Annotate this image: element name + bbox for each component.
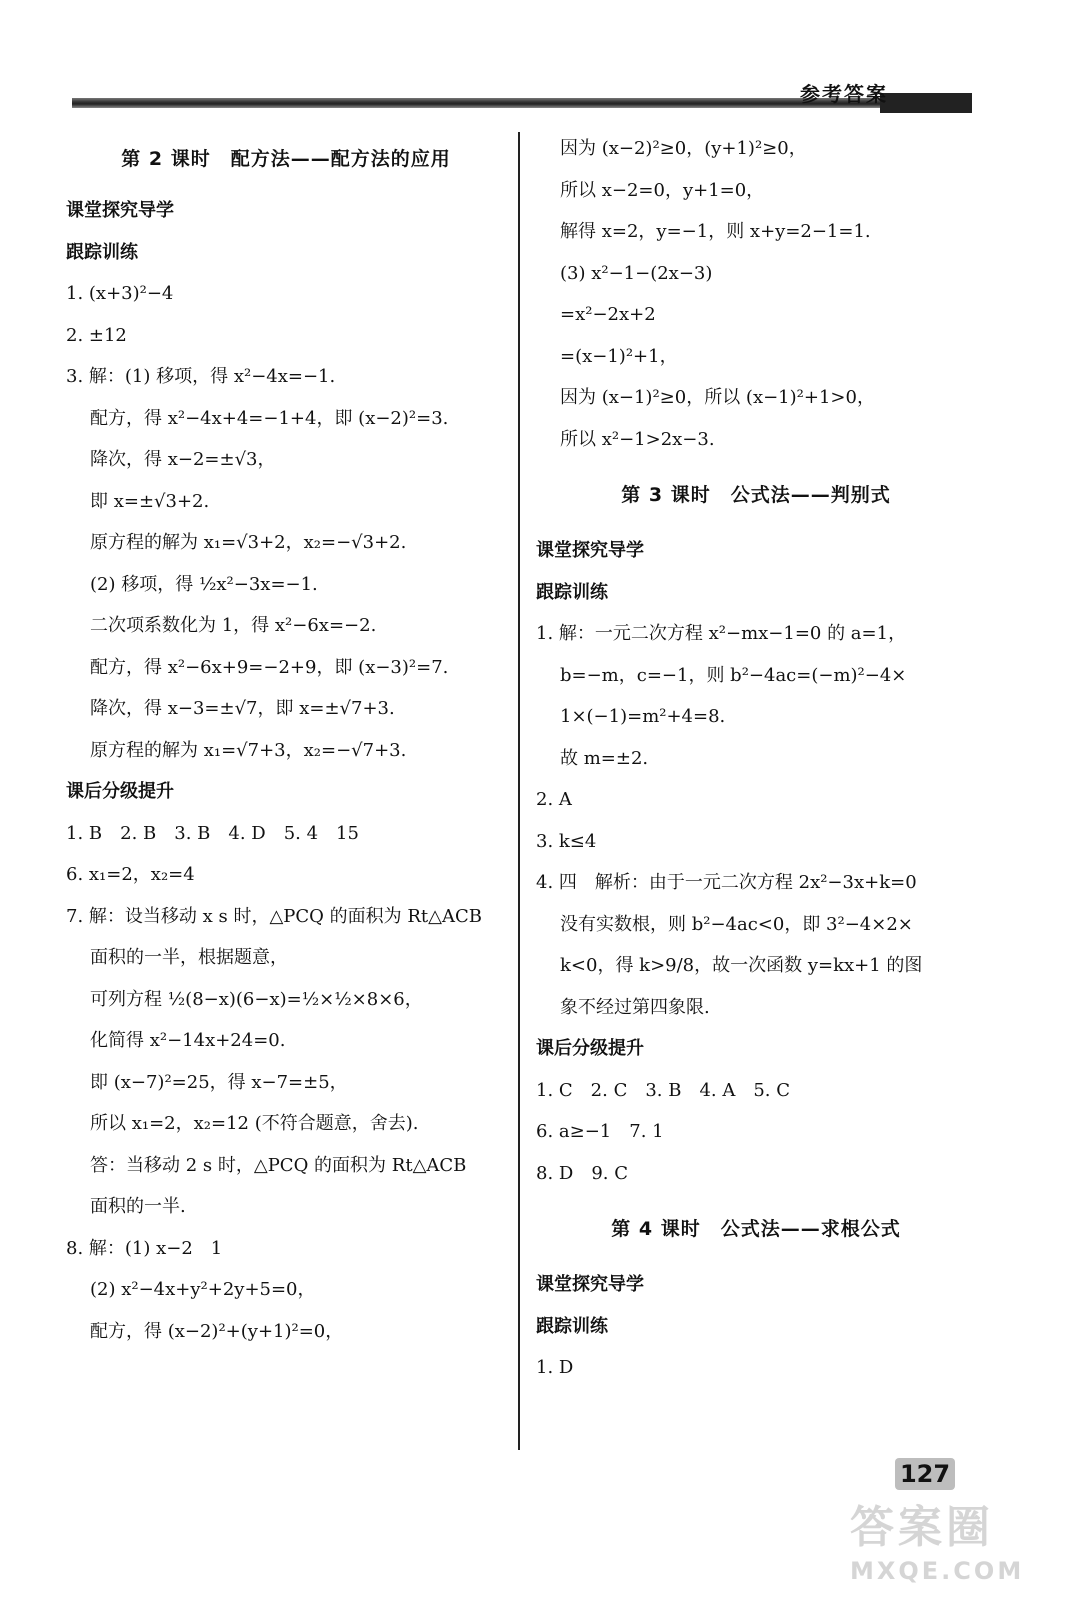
section-heading: 课后分级提升 [66,781,174,802]
lesson-3-title: 第 3 课时 公式法——判别式 [621,484,891,506]
section-heading: 跟踪训练 [536,1315,608,1337]
answer-line: 故 m=±2. [560,747,649,769]
answer-line: 1. C 2. C 3. B 4. A 5. C [536,1079,791,1101]
answer-line: 6. x₁=2，x₂=4 [66,864,195,885]
answer-line: 因为 (x−2)²≥0，(y+1)²≥0， [560,138,807,159]
answer-line: 1. D [536,1357,574,1378]
answer-line: 7. 解：设当移动 x s 时，△PCQ 的面积为 Rt△ACB [66,905,483,927]
answer-line: 2. A [536,789,572,810]
section-heading: 跟踪训练 [536,581,608,603]
answer-line: 即 x=±√3+2. [90,490,210,512]
answer-line: 3. k≤4 [536,830,597,852]
page-number: 127 [895,1458,955,1490]
answer-line: 象不经过第四象限. [560,996,710,1018]
answer-line: 6. a≥−1 7. 1 [536,1121,664,1142]
answer-line: 配方，得 x²−6x+9=−2+9，即 (x−3)²=7. [90,656,449,678]
answer-line: (3) x²−1−(2x−3) [560,262,713,284]
answer-line: 因为 (x−1)²≥0，所以 (x−1)²+1>0， [560,387,875,408]
answer-line: 二次项系数化为 1，得 x²−6x=−2. [90,615,377,636]
section-heading: 课堂探究导学 [536,1274,644,1295]
watermark [850,1500,1060,1595]
answer-line: =(x−1)²+1， [560,345,678,367]
answer-line: 原方程的解为 x₁=√7+3，x₂=−√7+3. [90,739,407,761]
answer-line: =x²−2x+2 [560,304,656,325]
right-column [536,128,976,1389]
answer-line: 所以 x₁=2，x₂=12 (不符合题意，舍去). [90,1113,419,1134]
answer-line: 化简得 x²−14x+24=0. [90,1030,286,1051]
answer-line: 所以 x−2=0，y+1=0， [560,179,765,201]
section-heading: 课后分级提升 [536,1038,644,1059]
column-divider [518,132,520,1450]
answer-line: 答：当移动 2 s 时，△PCQ 的面积为 Rt△ACB [90,1154,467,1176]
answer-line: 配方，得 (x−2)²+(y+1)²=0， [90,1320,344,1342]
answer-line: 即 (x−7)²=25，得 x−7=±5， [90,1071,348,1093]
answer-line: 3. 解：(1) 移项，得 x²−4x=−1. [66,366,336,387]
answer-line: 原方程的解为 x₁=√3+2，x₂=−√3+2. [90,532,407,553]
answer-line: 1. 解：一元二次方程 x²−mx−1=0 的 a=1， [536,623,907,644]
answer-line: 降次，得 x−2=±√3， [90,449,276,470]
answer-line: 2. ±12 [66,324,127,346]
header-rule-accent [880,93,972,113]
section-heading: 课堂探究导学 [66,200,174,221]
answer-line: 面积的一半. [90,1196,186,1217]
watermark-url: MXQE.COM [850,1557,1025,1585]
answer-line: 没有实数根，则 b²−4ac<0，即 3²−4×2× [560,913,913,935]
answer-line: 降次，得 x−3=±√7，即 x=±√7+3. [90,698,395,719]
answer-line: b=−m，c=−1，则 b²−4ac=(−m)²−4× [560,664,907,686]
answer-line: 1×(−1)=m²+4=8. [560,706,726,727]
answer-line: 解得 x=2，y=−1，则 x+y=2−1=1. [560,221,871,242]
answer-line: 4. 四 解析：由于一元二次方程 2x²−3x+k=0 [536,872,917,893]
answer-line: 1. B 2. B 3. B 4. D 5. 4 15 [66,822,359,844]
answer-line: k<0，得 k>9/8，故一次函数 y=kx+1 的图 [560,955,923,976]
answer-line: 8. D 9. C [536,1162,628,1184]
section-heading: 课堂探究导学 [536,540,644,561]
answer-line: (2) x²−4x+y²+2y+5=0， [90,1279,316,1300]
left-column [66,128,506,1352]
answer-line: 面积的一半，根据题意， [90,947,288,968]
answer-line: (2) 移项，得 ½x²−3x=−1. [90,573,318,595]
lesson-2-title: 第 2 课时 配方法——配方法的应用 [121,148,451,170]
answer-line: 8. 解：(1) x−2 1 [66,1237,223,1259]
header-label: 参考答案 [800,82,888,106]
watermark-logo-text: 答案圈 [850,1502,994,1553]
answer-line: 1. (x+3)²−4 [66,283,174,304]
answer-line: 所以 x²−1>2x−3. [560,428,715,450]
answer-line: 可列方程 ½(8−x)(6−x)=½×½×8×6， [90,988,423,1010]
answer-line: 配方，得 x²−4x+4=−1+4，即 (x−2)²=3. [90,407,449,429]
section-heading: 跟踪训练 [66,241,138,263]
lesson-4-title: 第 4 课时 公式法——求根公式 [611,1218,901,1240]
